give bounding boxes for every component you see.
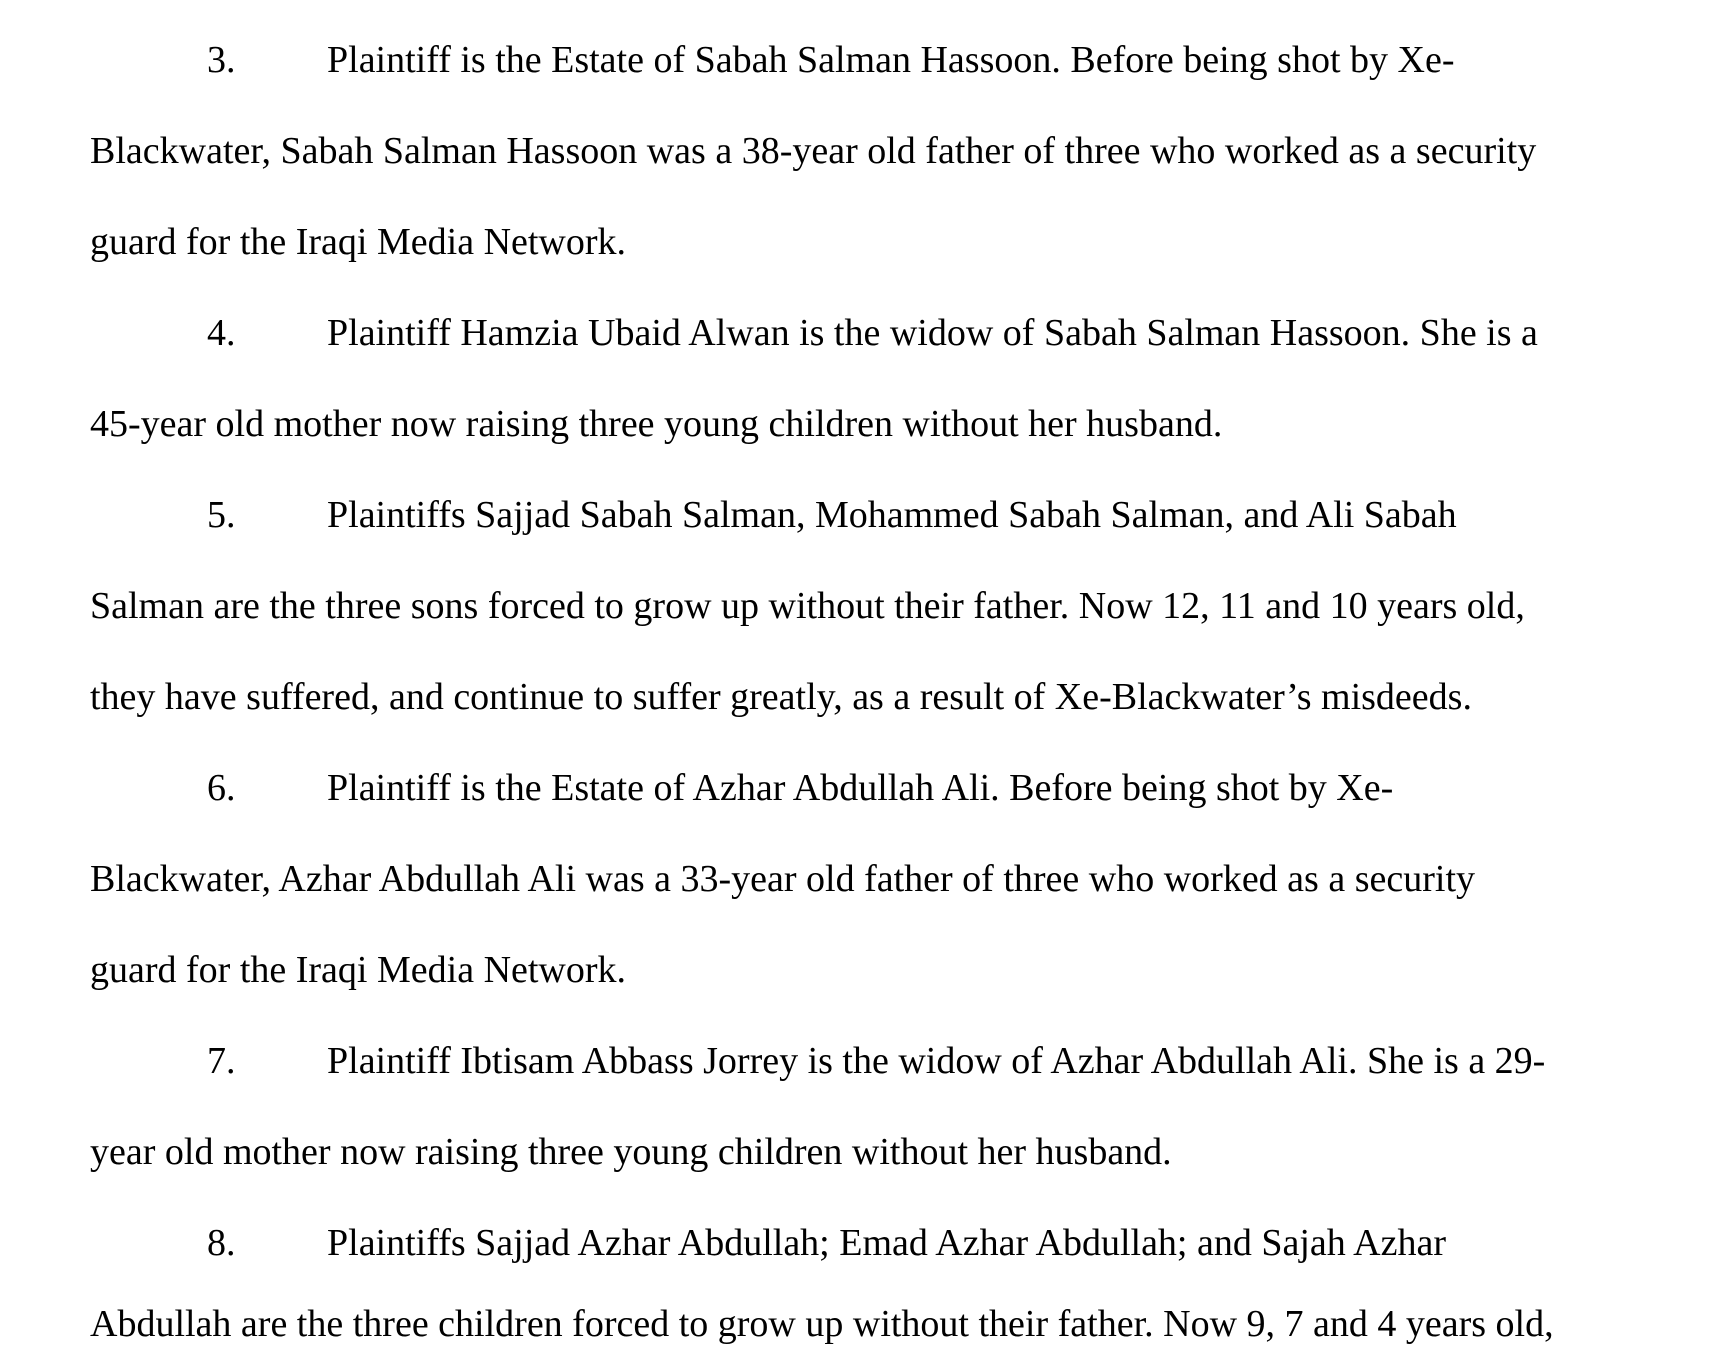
paragraph-number: 3. (207, 39, 236, 81)
paragraph-number: 5. (207, 494, 236, 536)
paragraph-number: 4. (207, 312, 236, 354)
paragraph-3-line-3: guard for the Iraqi Media Network. (90, 221, 627, 263)
paragraph-number: 8. (207, 1222, 236, 1264)
paragraph-text: Plaintiffs Sajjad Azhar Abdullah; Emad Azhar Abdullah; and Sajah Azhar (327, 1222, 1447, 1264)
paragraph-text: Plaintiff Hamzia Ubaid Alwan is the widow of Sabah Salman Hassoon. She is a (327, 312, 1538, 354)
paragraph-4-line-2: 45-year old mother now raising three young children without her husband. (90, 403, 1223, 445)
paragraph-number: 7. (207, 1040, 236, 1082)
paragraph-6-line-2: Blackwater, Azhar Abdullah Ali was a 33-year old father of three who worked as a security (90, 858, 1475, 900)
paragraph-text: Plaintiff is the Estate of Sabah Salman Hassoon. Before being shot by Xe- (327, 39, 1455, 81)
paragraph-7-line-2: year old mother now raising three young children without her husband. (90, 1131, 1172, 1173)
paragraph-5-line-2: Salman are the three sons forced to grow up without their father. Now 12, 11 and 10 years old, (90, 585, 1525, 627)
paragraph-text: Plaintiff is the Estate of Azhar Abdullah Ali. Before being shot by Xe- (327, 767, 1394, 809)
paragraph-number: 6. (207, 767, 236, 809)
paragraph-6-line-3: guard for the Iraqi Media Network. (90, 949, 627, 991)
paragraph-text: Plaintiff Ibtisam Abbass Jorrey is the widow of Azhar Abdullah Ali. She is a 29- (327, 1040, 1546, 1082)
paragraph-text: Plaintiffs Sajjad Sabah Salman, Mohammed Sabah Salman, and Ali Sabah (327, 494, 1457, 536)
paragraph-8-line-2: Abdullah are the three children forced to grow up without their father. Now 9, 7 and 4 years old, (90, 1303, 1554, 1345)
paragraph-5-line-3: they have suffered, and continue to suffer greatly, as a result of Xe-Blackwater’s misdeeds. (90, 676, 1472, 718)
paragraph-3-line-2: Blackwater, Sabah Salman Hassoon was a 38-year old father of three who worked as a security (90, 130, 1537, 172)
